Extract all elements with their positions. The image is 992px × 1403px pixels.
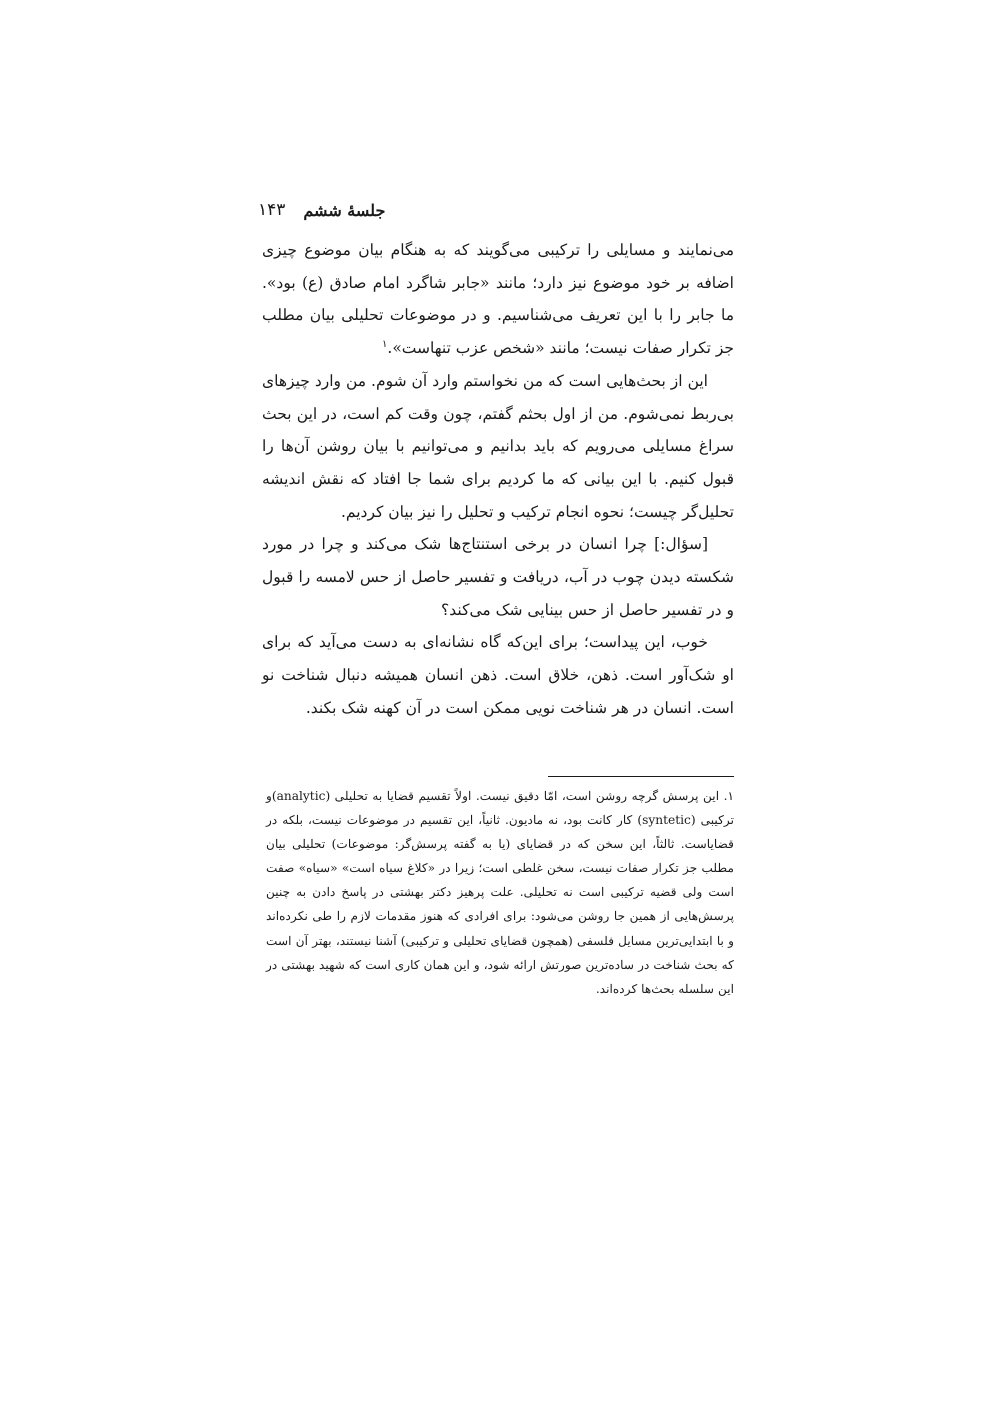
page-number: ۱۴۳ [258,200,286,220]
footnote [266,784,734,1001]
footnote-text: ۱. این پرسش گرچه روشن است، امّا دقیق نیست. اولاً تقسیم قضایا به تحلیلی (analytic)و ترکیبی (syntetic) کار کانت بود، نه مادیون. ثانیاً، این تقسیم در موضوعات نیست، بلکه در قضایاست. ثالثاً، این سخن که در قضایای (یا به گفته پرسش‌گر: موضوعات) تحلیلی بیان مطلب جز تکرار صفات نیست، سخن غلطی است؛ زیرا در «کلاغ سیاه است» «سیاه» صفت است ولی قضیه ترکیبی است نه تحلیلی. علت پرهیز دکتر بهشتی در پاسخ دادن به چنین پرسش‌هایی از همین جا روشن می‌شود: برای افرادی که هنوز مقدمات لازم را طی نکرده‌اند و با ابتدایی‌ترین مسایل فلسفی (همچون قضایای تحلیلی و ترکیبی) آشنا نیستند، بهتر آن است که بحث شناخت در ساده‌ترین صورتش ارائه شود، و این همان کاری است که شهید بهشتی در این سلسله بحث‌ها کرده‌اند. [266,789,735,996]
page-header [258,196,388,224]
paragraph-3: [سؤال:] چرا انسان در برخی استنتاج‌ها شک می‌کند و چرا در مورد شکسته دیدن چوب در آب، دریافت و تفسیر حاصل از حس لامسه را قبول و در تفسیر حاصل از حس بینایی شک می‌کند؟ [262,535,734,619]
body-text [262,234,734,725]
running-title: جلسهٔ ششم [303,200,386,220]
paragraph-1 [262,234,734,365]
paragraph-2: این از بحث‌هایی است که من نخواستم وارد آن شوم. من وارد چیزهای بی‌ربط نمی‌شوم. من از اول بحثم گفتم، چون وقت کم است، در این بحث سراغ مسایلی می‌رویم که باید بدانیم و می‌توانیم با بیان روشن آن‌ها را قبول کنیم. با این بیانی که ما کردیم برای شما جا افتاد که نقش اندیشه تحلیل‌گر چیست؛ نحوه انجام ترکیب و تحلیل را نیز بیان کردیم. [262,371,734,521]
footnote-separator [548,776,734,777]
paragraph-4: خوب، این پیداست؛ برای این‌که گاه نشانه‌ای به دست می‌آید که برای او شک‌آور است. ذهن، خلاق است. ذهن انسان همیشه دنبال شناخت نو است. انسان در هر شناخت نویی ممکن است در آن کهنه شک بکند. [262,633,734,717]
footnote-reference[interactable]: ۱ [382,338,388,350]
paragraph-1-text: می‌نمایند و مسایلی را ترکیبی می‌گویند که به هنگام بیان موضوع چیزی اضافه بر خود موضوع نیز دارد؛ مانند «جابر شاگرد امام صادق (ع) بود». ما جابر را با این تعریف می‌شناسیم. و در موضوعات تحلیلی بیان مطلب جز تکرار صفات نیست؛ مانند «شخص عزب تنهاست». [262,241,734,358]
